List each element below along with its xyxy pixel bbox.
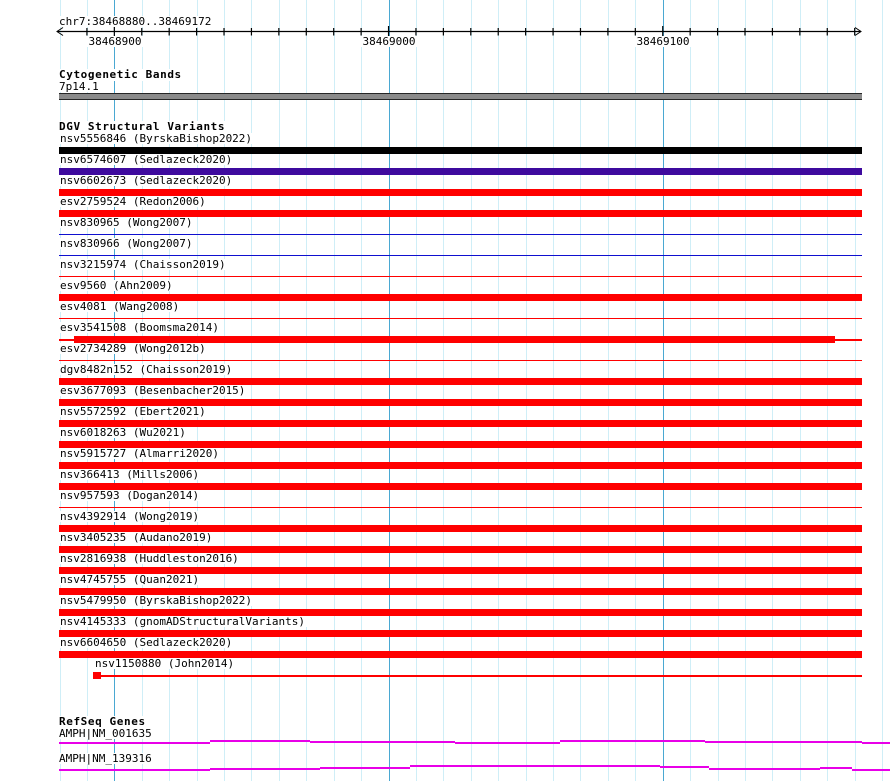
variant-label[interactable]: nsv2816938 (Huddleston2016) <box>60 552 239 565</box>
variant-bar[interactable] <box>59 255 862 257</box>
gene-line-segment[interactable] <box>210 768 320 770</box>
variant-bar[interactable] <box>59 318 862 320</box>
gene-line-segment[interactable] <box>59 769 210 771</box>
ruler-tick-label: 38469000 <box>362 35 416 48</box>
variant-bar[interactable] <box>59 507 862 509</box>
gridline-minor <box>306 0 307 781</box>
region-title: chr7:38468880..38469172 <box>59 15 212 28</box>
variant-bar[interactable] <box>835 339 862 341</box>
variant-bar[interactable] <box>59 360 862 362</box>
gene-label[interactable]: AMPH|NM_139316 <box>59 752 152 765</box>
variant-label[interactable]: nsv1150880 (John2014) <box>95 657 235 670</box>
variant-bar[interactable] <box>93 672 101 679</box>
variant-label[interactable]: nsv3215974 (Chaisson2019) <box>60 258 226 271</box>
gridline-minor <box>608 0 609 781</box>
gridline-major <box>663 0 664 781</box>
variant-label[interactable]: nsv830966 (Wong2007) <box>60 237 193 250</box>
gene-line-segment[interactable] <box>455 742 560 744</box>
ruler-tick-label: 38469100 <box>636 35 690 48</box>
variant-label[interactable]: dgv8482n152 (Chaisson2019) <box>60 363 233 376</box>
variant-label[interactable]: esv3541508 (Boomsma2014) <box>60 321 219 334</box>
gridline-major <box>389 0 390 781</box>
variant-label[interactable]: esv3677093 (Besenbacher2015) <box>60 384 246 397</box>
ruler-tick-label: 38468900 <box>88 35 142 48</box>
variant-bar[interactable] <box>59 294 862 301</box>
gridline-minor <box>635 0 636 781</box>
variant-label[interactable]: nsv6018263 (Wu2021) <box>60 426 186 439</box>
track-title-cytogenetic-bands: Cytogenetic Bands <box>59 69 185 81</box>
variant-label[interactable]: nsv3405235 (Audano2019) <box>60 531 213 544</box>
variant-label[interactable]: nsv4745755 (Quan2021) <box>60 573 200 586</box>
variant-label[interactable]: nsv830965 (Wong2007) <box>60 216 193 229</box>
variant-bar[interactable] <box>101 675 862 677</box>
gridline-minor <box>251 0 252 781</box>
gene-line-segment[interactable] <box>560 740 705 742</box>
cytoband-bar[interactable] <box>59 93 862 100</box>
gridline-minor <box>580 0 581 781</box>
gridline-minor <box>553 0 554 781</box>
gridline-minor <box>526 0 527 781</box>
variant-label[interactable]: nsv5556846 (ByrskaBishop2022) <box>60 132 253 145</box>
variant-label[interactable]: nsv5915727 (Almarri2020) <box>60 447 219 460</box>
gridline-minor <box>498 0 499 781</box>
gridline-minor <box>855 0 856 781</box>
gene-line-segment[interactable] <box>660 766 709 768</box>
variant-label[interactable]: nsv6602673 (Sedlazeck2020) <box>60 174 233 187</box>
gene-line-segment[interactable] <box>852 769 890 771</box>
gridline-minor <box>471 0 472 781</box>
variant-label[interactable]: nsv5479950 (ByrskaBishop2022) <box>60 594 253 607</box>
variant-label[interactable]: esv2759524 (Redon2006) <box>60 195 206 208</box>
gridline-minor <box>882 0 883 781</box>
gridline-minor <box>800 0 801 781</box>
variant-bar[interactable] <box>59 276 862 278</box>
gridline-minor <box>772 0 773 781</box>
variant-label[interactable]: esv4081 (Wang2008) <box>60 300 180 313</box>
track-title-refseq-genes: RefSeq Genes <box>59 716 149 728</box>
variant-label[interactable]: nsv5572592 (Ebert2021) <box>60 405 206 418</box>
gene-line-segment[interactable] <box>705 741 862 743</box>
gridline-minor <box>827 0 828 781</box>
gene-line-segment[interactable] <box>210 740 310 742</box>
variant-label[interactable]: nsv6574607 (Sedlazeck2020) <box>60 153 233 166</box>
variant-label[interactable]: nsv4145333 (gnomADStructuralVariants) <box>60 615 306 628</box>
gridline-minor <box>690 0 691 781</box>
track-title-dgv-structural-variants: DGV Structural Variants <box>59 121 228 133</box>
gene-line-segment[interactable] <box>59 742 210 744</box>
variant-label[interactable]: nsv6604650 (Sedlazeck2020) <box>60 636 233 649</box>
gridline-minor <box>361 0 362 781</box>
variant-bar[interactable] <box>59 339 74 341</box>
gene-line-segment[interactable] <box>862 742 890 744</box>
variant-label[interactable]: nsv957593 (Dogan2014) <box>60 489 200 502</box>
gridline-minor <box>334 0 335 781</box>
gridline-minor <box>718 0 719 781</box>
variant-bar[interactable] <box>59 234 862 236</box>
gridline-minor <box>279 0 280 781</box>
gene-label[interactable]: AMPH|NM_001635 <box>59 727 152 740</box>
gridline-minor <box>443 0 444 781</box>
gene-line-segment[interactable] <box>410 765 660 767</box>
variant-label[interactable]: nsv366413 (Mills2006) <box>60 468 200 481</box>
cytoband-label[interactable]: 7p14.1 <box>59 80 99 93</box>
variant-label[interactable]: esv9560 (Ahn2009) <box>60 279 173 292</box>
gridline-minor <box>416 0 417 781</box>
gridline-minor <box>745 0 746 781</box>
variant-label[interactable]: nsv4392914 (Wong2019) <box>60 510 200 523</box>
variant-label[interactable]: esv2734289 (Wong2012b) <box>60 342 206 355</box>
gene-line-segment[interactable] <box>709 768 820 770</box>
gene-line-segment[interactable] <box>320 767 410 769</box>
gene-line-segment[interactable] <box>310 741 455 743</box>
gene-line-segment[interactable] <box>820 767 852 769</box>
